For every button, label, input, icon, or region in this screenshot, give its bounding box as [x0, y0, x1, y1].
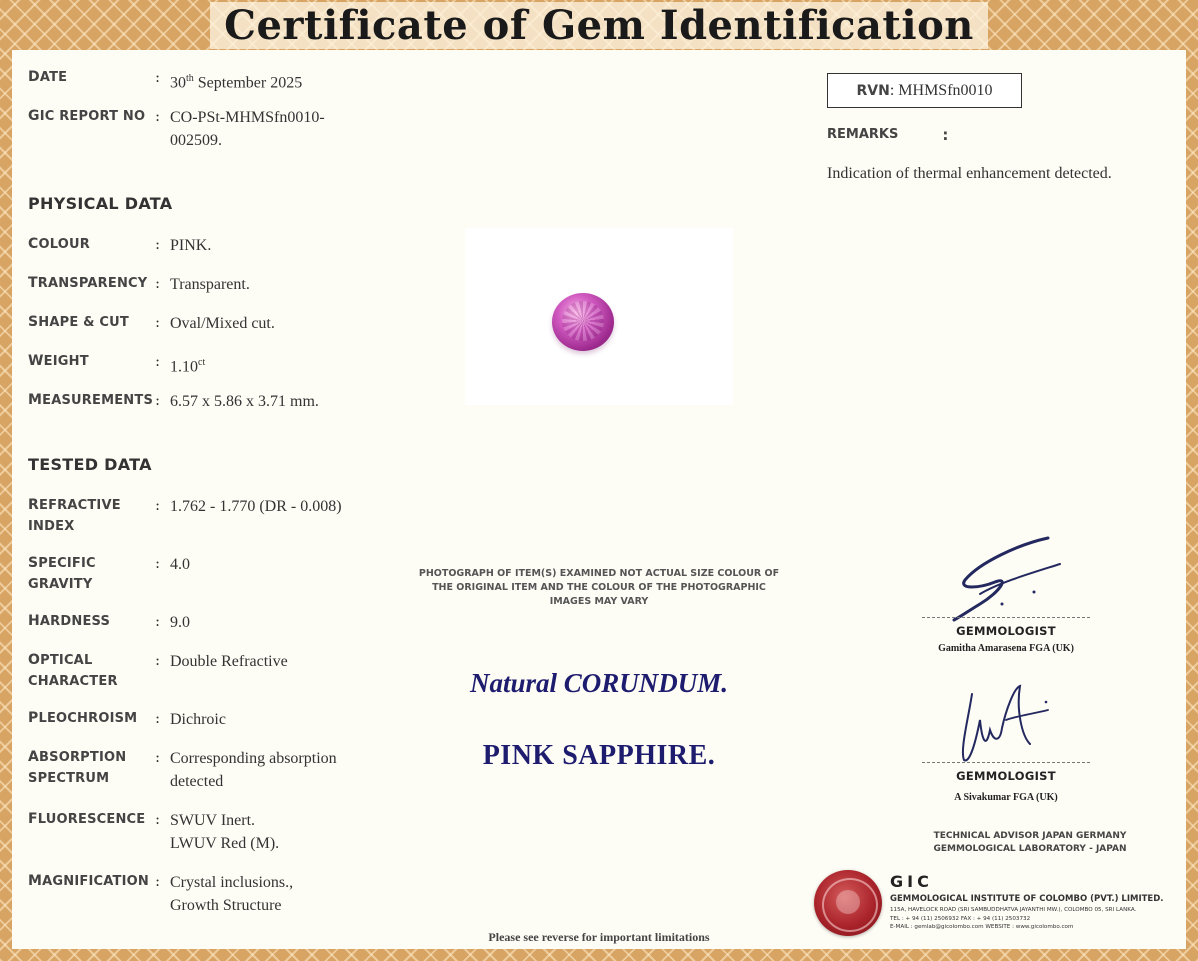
variety-text: PINK SAPPHIRE.: [482, 740, 716, 771]
pleochroism-value: Dichroic: [170, 711, 226, 728]
fluorescence-row: FLUORESCENCE : SWUV Inert. LWUV Red (M).: [28, 809, 279, 855]
date-value: 30th September 2025: [170, 73, 303, 92]
signature-1-icon: [940, 532, 1070, 627]
pink-sapphire-gem-image: [552, 293, 614, 351]
report-value: CO-PSt-MHMSfn0010- 002509.: [170, 109, 325, 149]
date-label: DATE: [28, 69, 68, 85]
pleochroism-row: PLEOCHROISM : Dichroic: [28, 708, 226, 731]
rvn-label: RVN: [856, 82, 890, 99]
remarks-label: REMARKS :: [827, 126, 949, 144]
absorption-row: ABSORPTION SPECTRUM : Corresponding absorption detected: [28, 747, 337, 793]
magnification-value: Crystal inclusions., Growth Structure: [170, 874, 294, 914]
limitations-note: Please see reverse for important limitations: [488, 930, 710, 944]
measurements-row: MEASUREMENTS : 6.57 x 5.86 x 3.71 mm.: [28, 390, 319, 413]
gic-full-name: GEMMOLOGICAL INSTITUTE OF COLOMBO (PVT.) LIMITED.: [890, 894, 1164, 904]
weight-value: $1.10^{ct}$: [170, 357, 206, 376]
magnification-row: MAGNIFICATION : Crystal inclusions., Growth Structure: [28, 871, 293, 917]
physical-data-heading: PHYSICAL DATA: [28, 194, 173, 213]
colour-value: PINK.: [170, 237, 212, 254]
colour-row: COLOUR : PINK.: [28, 234, 211, 257]
gemmologist-1-role: GEMMOLOGIST: [956, 624, 1056, 638]
gic-address: 115A, HAVELOCK ROAD (SRI SAMBUDDHATVA JAYANTHI MW.), COLOMBO 05, SRI LANKA. TEL : + 94 (11) 2506932 FAX : + 94 (11) 2503732 E-MAIL : gemlab@gicolombo.com WEBSITE : www.gicolombo.com: [890, 907, 1137, 930]
weight-row: WEIGHT : $1.10^{ct}$: [28, 351, 205, 378]
shape-row: SHAPE & CUT : Oval/Mixed cut.: [28, 312, 275, 335]
remarks-value: Indication of thermal enhancement detected.: [827, 165, 1112, 182]
gic-short-name: GIC: [890, 872, 933, 891]
absorption-value: Corresponding absorption detected: [170, 750, 337, 790]
optical-character-value: Double Refractive: [170, 653, 288, 670]
refractive-index-value: 1.762 - 1.770 (DR - 0.008): [170, 498, 342, 515]
refractive-index-row: REFRACTIVE INDEX : 1.762 - 1.770 (DR - 0.008): [28, 495, 342, 537]
report-row: GIC REPORT NO : CO-PSt-MHMSfn0010- 002509.: [28, 106, 325, 152]
signature-2-icon: [950, 680, 1060, 765]
specific-gravity-row: SPECIFIC GRAVITY : 4.0: [28, 553, 190, 595]
hardness-value: 9.0: [170, 614, 190, 631]
report-label: GIC REPORT NO: [28, 108, 146, 124]
gemmologist-1-name: Gamitha Amarasena FGA (UK): [938, 643, 1074, 654]
fluorescence-value: SWUV Inert. LWUV Red (M).: [170, 812, 280, 852]
signature-1-line: [922, 617, 1090, 618]
measurements-value: 6.57 x 5.86 x 3.71 mm.: [170, 393, 319, 410]
hardness-row: HARDNESS : 9.0: [28, 611, 190, 634]
optical-character-row: OPTICAL CHARACTER : Double Refractive: [28, 650, 288, 692]
species-text: Natural CORUNDUM.: [469, 668, 729, 698]
rvn-value: MHMSfn0010: [898, 81, 993, 99]
transparency-row: TRANSPARENCY : Transparent.: [28, 273, 250, 296]
gic-seal-icon: [814, 870, 882, 936]
gemmologist-2-role: GEMMOLOGIST: [956, 769, 1056, 783]
technical-advisor: TECHNICAL ADVISOR JAPAN GERMANY GEMMOLOGICAL LABORATORY - JAPAN: [933, 831, 1127, 854]
gemmologist-2-name: A Sivakumar FGA (UK): [954, 792, 1058, 803]
certificate-title: Certificate of Gem Identification: [0, 0, 1198, 50]
photo-disclaimer: PHOTOGRAPH OF ITEM(S) EXAMINED NOT ACTUAL SIZE COLOUR OF THE ORIGINAL ITEM AND THE COLOUR OF THE PHOTOGRAPHIC IMAGES MAY VARY: [418, 568, 780, 607]
specific-gravity-value: 4.0: [170, 556, 190, 573]
signature-2-line: [922, 762, 1090, 763]
shape-value: Oval/Mixed cut.: [170, 315, 275, 332]
transparency-value: Transparent.: [170, 276, 250, 293]
date-row: DATE : 30th September 2025: [28, 67, 302, 94]
tested-data-heading: TESTED DATA: [28, 455, 152, 474]
rvn-box: RVN : MHMSfn0010: [827, 73, 1022, 108]
